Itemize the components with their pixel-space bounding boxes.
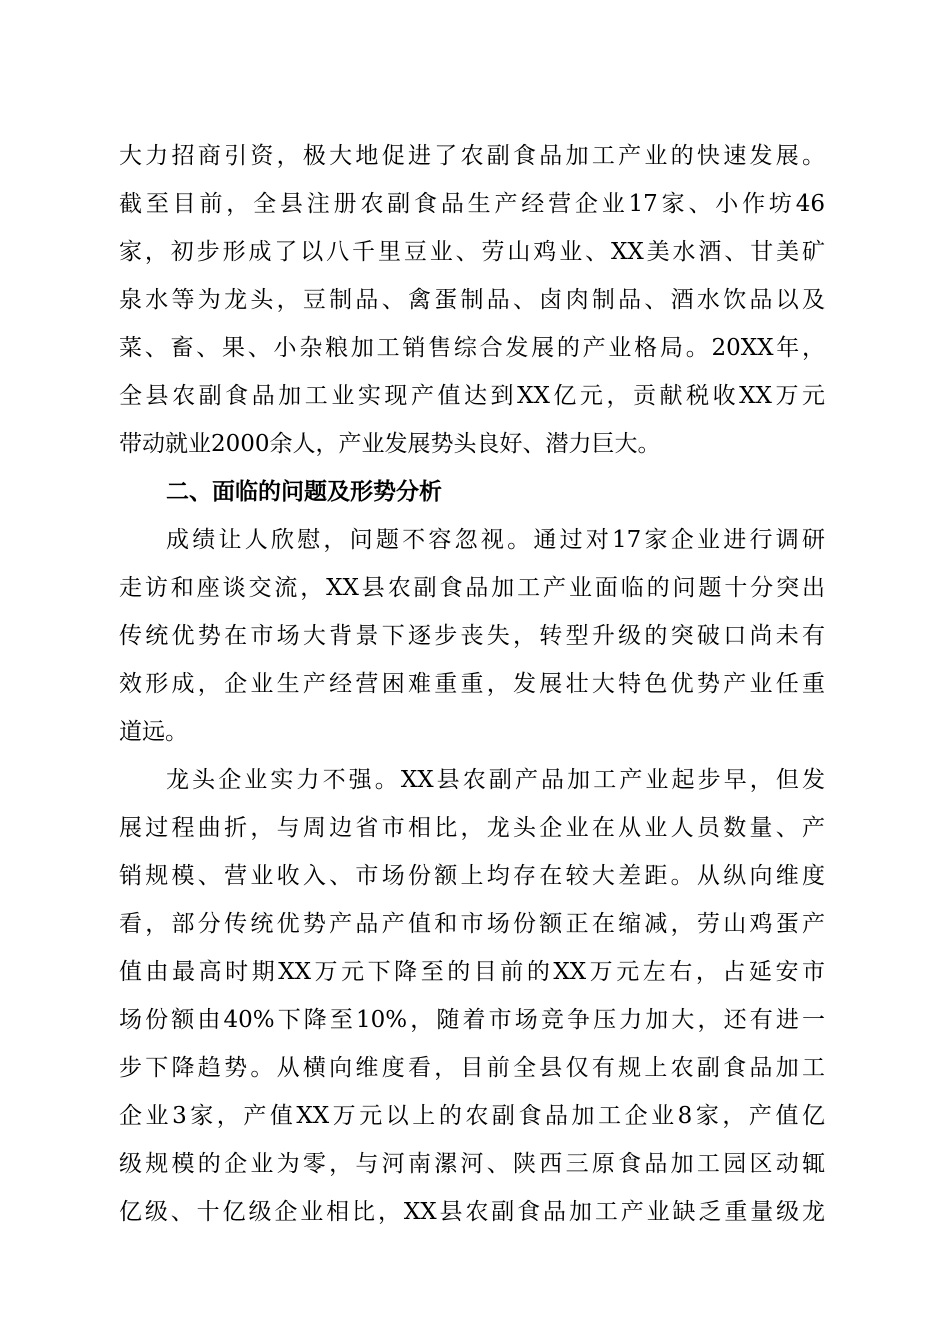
paragraph-line: 级规模的企业为零，与河南漯河、陕西三原食品加工园区动辄 (119, 1151, 825, 1177)
paragraph-line: 龙头企业实力不强。XX县农副产品加工产业起步早，但发 (166, 767, 825, 793)
paragraph-line: 带动就业2000余人，产业发展势头良好、潜力巨大。 (119, 431, 661, 457)
paragraph-line: 家，初步形成了以八千里豆业、劳山鸡业、XX美水酒、甘美矿 (119, 239, 825, 265)
paragraph-line: 大力招商引资，极大地促进了农副食品加工产业的快速发展。 (119, 143, 825, 169)
paragraph-line: 企业3家，产值XX万元以上的农副食品加工企业8家，产值亿 (119, 1103, 825, 1129)
paragraph-line: 展过程曲折，与周边省市相比，龙头企业在从业人员数量、产 (119, 815, 825, 841)
paragraph-line: 场份额由40%下降至10%，随着市场竞争压力加大，还有进一 (119, 1007, 825, 1033)
paragraph-line: 销规模、营业收入、市场份额上均存在较大差距。从纵向维度 (119, 863, 825, 889)
paragraph-line: 截至目前，全县注册农副食品生产经营企业17家、小作坊46 (119, 191, 825, 217)
paragraph-line: 传统优势在市场大背景下逐步丧失，转型升级的突破口尚未有 (119, 623, 825, 649)
paragraph-line: 全县农副食品加工业实现产值达到XX亿元，贡献税收XX万元 (119, 383, 825, 409)
paragraph-line: 菜、畜、果、小杂粮加工销售综合发展的产业格局。20XX年， (119, 335, 825, 361)
paragraph-line: 成绩让人欣慰，问题不容忽视。通过对17家企业进行调研 (166, 527, 825, 553)
paragraph-line: 看，部分传统优势产品产值和市场份额正在缩减，劳山鸡蛋产 (119, 911, 825, 937)
paragraph-line: 效形成，企业生产经营困难重重，发展壮大特色优势产业任重 (119, 671, 825, 697)
paragraph-line: 步下降趋势。从横向维度看，目前全县仅有规上农副食品加工 (119, 1055, 825, 1081)
paragraph-line: 值由最高时期XX万元下降至的目前的XX万元左右，占延安市 (119, 959, 825, 985)
section-heading: 二、面临的问题及形势分析 (166, 479, 442, 505)
paragraph-line: 亿级、十亿级企业相比，XX县农副食品加工产业缺乏重量级龙 (119, 1199, 825, 1225)
paragraph-line: 泉水等为龙头，豆制品、禽蛋制品、卤肉制品、酒水饮品以及 (119, 287, 825, 313)
paragraph-line: 走访和座谈交流，XX县农副食品加工产业面临的问题十分突出 (119, 575, 825, 601)
paragraph-line: 道远。 (119, 719, 188, 745)
